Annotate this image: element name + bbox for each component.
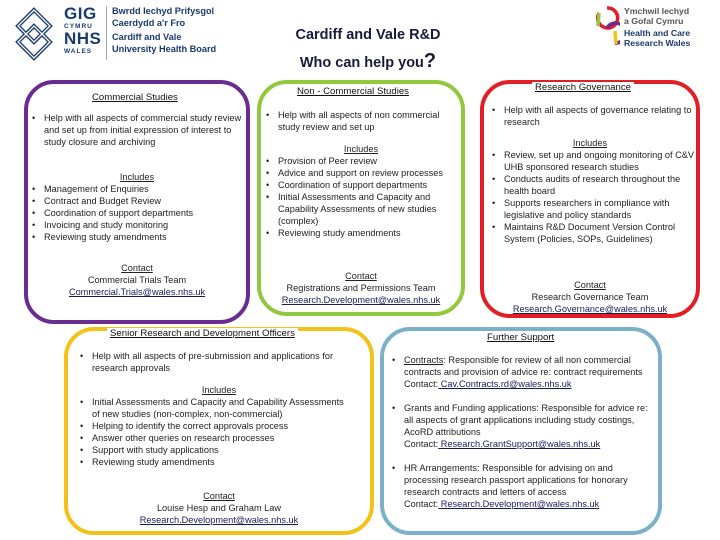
governance-intro: • Help with all aspects of governance relating to research xyxy=(492,104,694,128)
gig-wordmark: GIG xyxy=(64,4,97,23)
health-board-name-line: Caerdydd a'r Fro xyxy=(112,18,186,28)
list-item: • Reviewing study amendments xyxy=(266,227,460,239)
hcrw-line: Ymchwil Iechyd xyxy=(624,6,690,16)
list-item: • Provision of Peer review xyxy=(266,155,460,167)
list-item: • Contract and Budget Review xyxy=(32,195,246,207)
non-commercial-contact-team: Registrations and Permissions Team xyxy=(286,283,436,293)
commercial-intro: • Help with all aspects of commercial study review and set up from initial expression of interest to study closure and archiving xyxy=(32,112,242,148)
list-item: • Maintains R&D Document Version Control System (Policies, SOPs, Guidelines) xyxy=(492,221,694,245)
cymru-wordmark: CYMRU xyxy=(64,23,93,30)
governance-contact-label: Contact xyxy=(574,280,606,290)
hcrw-line: Research Wales xyxy=(624,38,691,48)
commercial-includes-list xyxy=(32,183,246,243)
health-board-name-line: Cardiff and Vale xyxy=(112,32,182,42)
research-governance-heading: Research Governance xyxy=(532,82,634,93)
list-item: • Coordination of support departments xyxy=(32,207,246,219)
health-board-name-line: University Health Board xyxy=(112,44,217,54)
list-item: • Coordination of support departments xyxy=(266,179,460,191)
governance-includes-list xyxy=(492,149,694,245)
list-item: • Initial Assessments and Capacity and Capability Assessments of new studies (complex) xyxy=(266,191,460,227)
wales-wordmark: WALES xyxy=(64,48,93,55)
list-item: • Answer other queries on research processes xyxy=(80,432,344,444)
further-support-heading: Further Support xyxy=(484,332,557,343)
commercial-contact-team: Commercial Trials Team xyxy=(87,275,187,285)
senior-contact-email-link[interactable]: Research.Development@wales.nhs.uk xyxy=(139,515,299,525)
hcrw-line: Health and Care xyxy=(624,28,691,38)
grants-email-link[interactable]: Research.GrantSupport@wales.nhs.uk xyxy=(438,439,601,449)
commercial-contact-email-link[interactable]: Commercial.Trials@wales.nhs.uk xyxy=(68,287,206,297)
list-item: • Grants and Funding applications: Responsible for advice re: all aspects of grant applications including study costings, AcoRD attributions Contact: Research.GrantSupport@wales.nhs.uk xyxy=(392,402,656,450)
contracts-email-link[interactable]: Cav.Contracts.rd@wales.nhs.uk xyxy=(438,379,572,389)
list-item: • Management of Enquiries xyxy=(32,183,246,195)
governance-contact-email-link[interactable]: Research.Governance@wales.nhs.uk xyxy=(512,304,668,314)
health-care-research-wales-logo xyxy=(594,4,718,60)
list-item: • Helping to identify the correct approvals process xyxy=(80,420,344,432)
non-commercial-includes-list xyxy=(266,155,460,239)
commercial-includes-label: Includes xyxy=(119,172,155,182)
non-commercial-contact-email-link[interactable]: Research.Development@wales.nhs.uk xyxy=(281,295,441,305)
senior-contact-names: Louise Hesp and Graham Law xyxy=(156,503,282,513)
senior-contact-label: Contact xyxy=(203,491,235,501)
senior-includes-list xyxy=(80,396,344,468)
hr-email-link[interactable]: Research.Development@wales.nhs.uk xyxy=(438,499,600,509)
commercial-contact-label: Contact xyxy=(121,263,153,273)
list-item: • Conducts audits of research throughout the health board xyxy=(492,173,694,197)
list-item: • Contracts: Responsible for review of all non commercial contracts and provision of advice re: contract requirements Contact: Cav.Contracts.rd@wales.nhs.uk xyxy=(392,354,656,390)
senior-includes-label: Includes xyxy=(201,385,237,395)
nhs-wordmark: NHS xyxy=(64,29,102,48)
list-item: • Review, set up and ongoing monitoring of C&V UHB sponsored research studies xyxy=(492,149,694,173)
list-item: • Reviewing study amendments xyxy=(32,231,246,243)
non-commercial-contact-label: Contact xyxy=(345,271,377,281)
further-support-list xyxy=(392,354,656,510)
list-item: • Reviewing study amendments xyxy=(80,456,344,468)
list-item: • HR Arrangements: Responsible for advising on and processing research passport applications for honorary research contracts and letters of access Contact: Research.Development@wales.nhs.uk xyxy=(392,462,656,510)
list-item: • Initial Assessments and Capacity and Capability Assessments of new studies (non-complex, non-commercial) xyxy=(80,396,344,420)
non-commercial-intro: • Help with all aspects of non commercial study review and set up xyxy=(266,109,460,133)
senior-intro: • Help with all aspects of pre-submission and applications for research approvals xyxy=(80,350,358,374)
non-commercial-studies-heading: Non - Commercial Studies xyxy=(294,86,412,97)
page-subtitle: Who can help you? xyxy=(299,50,437,72)
question-mark: ? xyxy=(423,50,437,72)
list-item: • Invoicing and study monitoring xyxy=(32,219,246,231)
page-title: Cardiff and Vale R&D xyxy=(295,27,441,43)
hcrw-line: a Gofal Cymru xyxy=(624,16,684,26)
health-board-name-line: Bwrdd Iechyd Prifysgol xyxy=(112,6,215,16)
governance-contact-team: Research Governance Team xyxy=(531,292,649,302)
list-item: • Support with study applications xyxy=(80,444,344,456)
governance-includes-label: Includes xyxy=(572,138,608,148)
list-item: • Supports researchers in compliance with legislative and policy standards xyxy=(492,197,694,221)
commercial-studies-heading: Commercial Studies xyxy=(89,92,181,103)
hcrw-ring-icon xyxy=(594,4,620,52)
senior-officers-heading: Senior Research and Development Officers xyxy=(107,328,298,339)
non-commercial-includes-label: Includes xyxy=(343,144,379,154)
list-item: • Advice and support on review processes xyxy=(266,167,460,179)
